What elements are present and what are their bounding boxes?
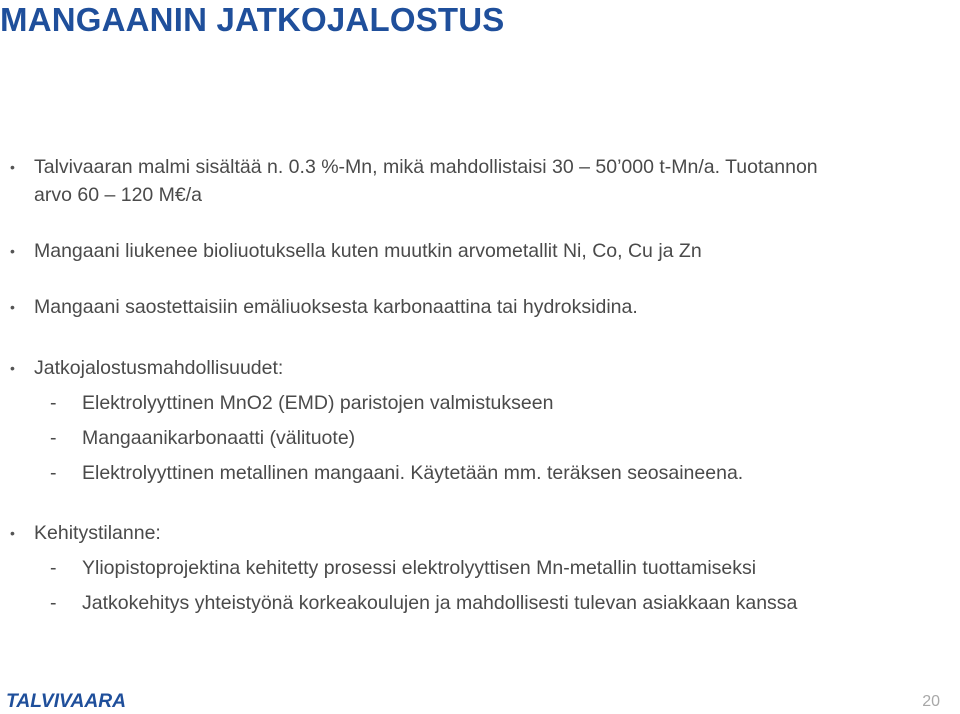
bullet-item [10, 520, 161, 546]
dash-icon: - [50, 592, 57, 614]
sub-item [50, 390, 554, 416]
dash-icon: - [50, 427, 57, 449]
bullet-text: Talvivaaran malmi sisältää n. 0.3 %-Mn, mikä mahdollistaisi 30 – 50’000 t-Mn/a. Tuotannon [34, 156, 818, 178]
bullet-text: Jatkojalostusmahdollisuudet: [34, 357, 284, 379]
bullet-item [10, 294, 638, 320]
bullet-icon: • [10, 525, 15, 541]
sub-item-text: Mangaanikarbonaatti (välituote) [82, 427, 356, 449]
sub-item [50, 425, 356, 451]
bullet-icon: • [10, 360, 15, 376]
bullet-continuation [34, 182, 202, 208]
bullet-icon: • [10, 299, 15, 315]
bullet-item [10, 355, 284, 381]
bullet-icon: • [10, 243, 15, 259]
sub-item-text: Elektrolyyttinen metallinen mangaani. Käytetään mm. teräksen seosaineena. [82, 462, 744, 484]
page-number: 20 [922, 693, 940, 710]
slide-title: MANGAANIN JATKOJALOSTUS [0, 1, 505, 38]
sub-item [50, 590, 798, 616]
sub-item-text: Elektrolyyttinen MnO2 (EMD) paristojen valmistukseen [82, 392, 554, 414]
sub-item-text: Yliopistoprojektina kehitetty prosessi elektrolyyttisen Mn-metallin tuottamiseksi [82, 557, 757, 579]
sub-item [50, 460, 744, 486]
bullet-text: Mangaani liukenee bioliuotuksella kuten muutkin arvometallit Ni, Co, Cu ja Zn [34, 240, 702, 262]
bullet-text: Mangaani saostettaisiin emäliuoksesta karbonaattina tai hydroksidina. [34, 296, 638, 318]
sub-item-text: Jatkokehitys yhteistyönä korkeakoulujen ja mahdollisesti tulevan asiakkaan kanssa [82, 592, 798, 614]
logo-text: TALVIVAARA [6, 691, 126, 711]
talvivaara-logo [6, 689, 128, 711]
bullet-icon: • [10, 159, 15, 175]
dash-icon: - [50, 462, 57, 484]
dash-icon: - [50, 392, 57, 414]
sub-item [50, 555, 757, 581]
bullet-item [10, 154, 818, 180]
dash-icon: - [50, 557, 57, 579]
bullet-item [10, 238, 702, 264]
bullet-text: Kehitystilanne: [34, 522, 161, 544]
bullet-text: arvo 60 – 120 M€/a [34, 184, 203, 206]
